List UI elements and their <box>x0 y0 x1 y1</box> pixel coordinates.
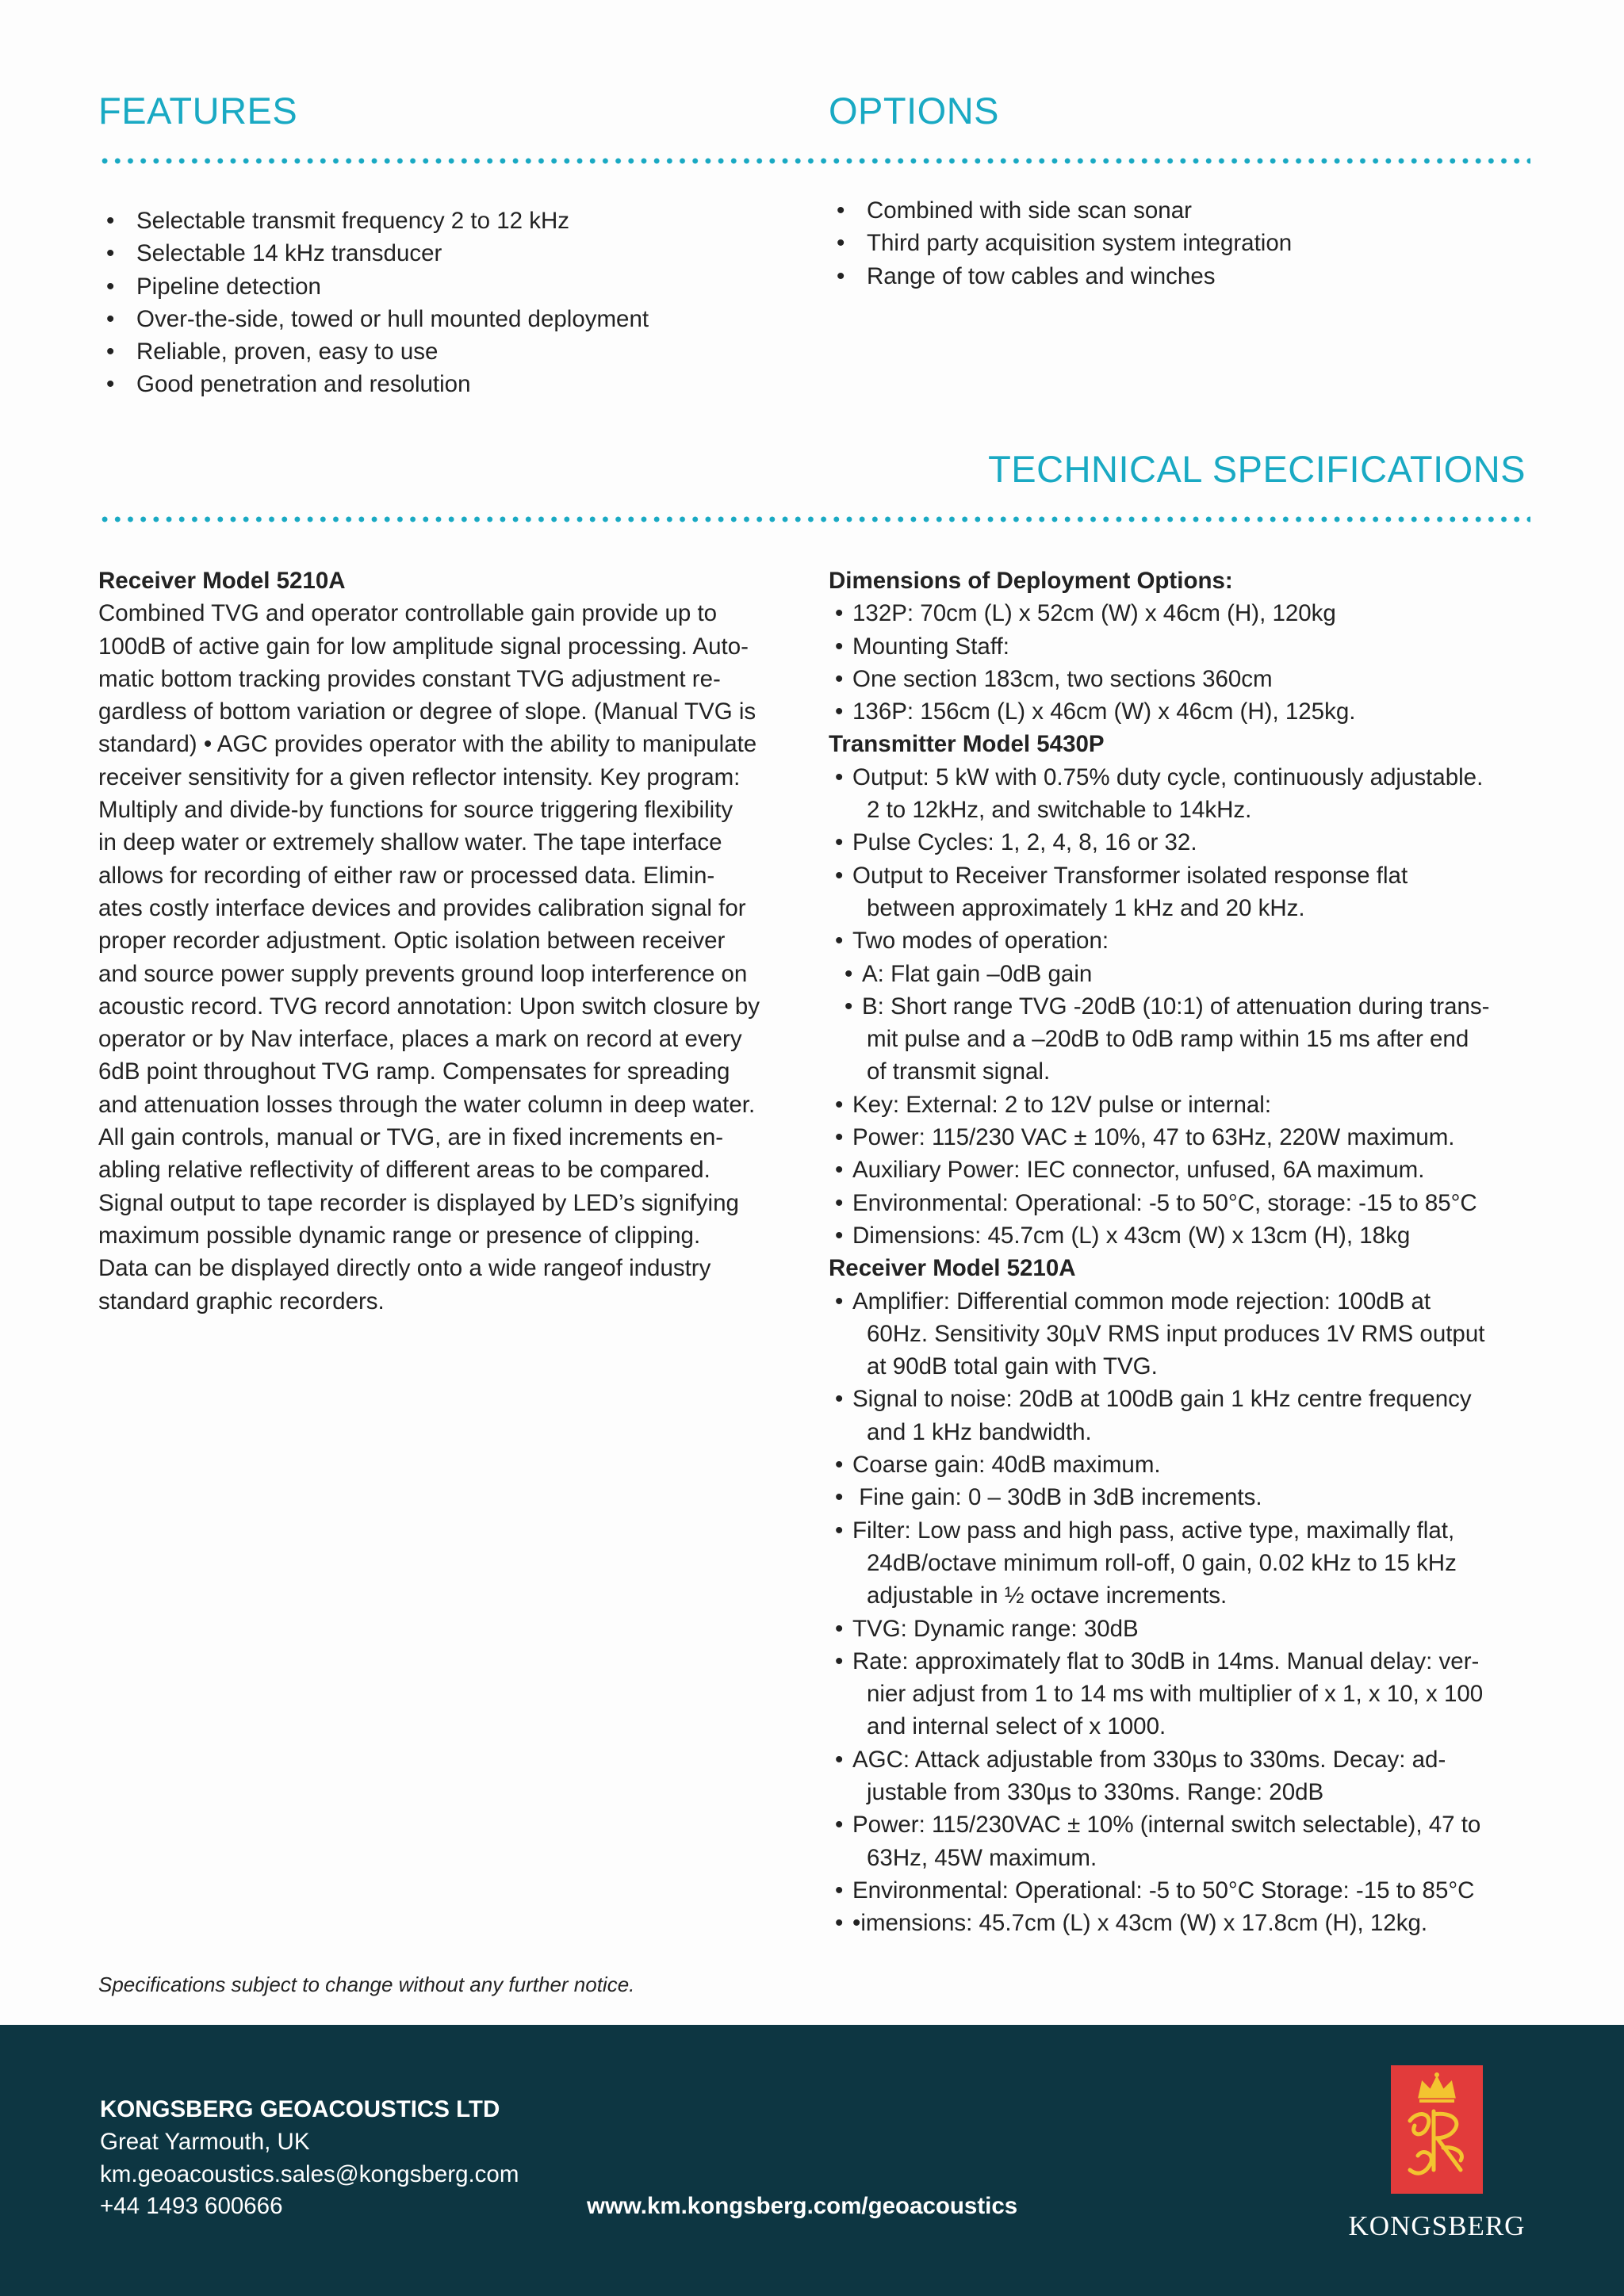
list-item: • Combined with side scan sonar <box>829 194 1526 227</box>
text-line: acoustic record. TVG record annotation: Upon switch closure by <box>98 993 760 1020</box>
spec-item: • Power: 115/230 VAC ± 10%, 47 to 63Hz, 220W maximum. <box>835 1124 1455 1151</box>
spec-item: • Amplifier: Differential common mode rejection: 100dB at <box>835 1288 1431 1314</box>
list-item: • Third party acquisition system integration <box>829 227 1526 259</box>
dimensions-heading: Dimensions of Deployment Options: <box>829 568 1233 594</box>
text-line: 100dB of active gain for low amplitude signal processing. Auto- <box>98 633 749 660</box>
tech-specs-divider <box>98 516 1530 522</box>
tech-specs-heading: TECHNICAL SPECIFICATIONS <box>988 448 1526 490</box>
list-item: • Over-the-side, towed or hull mounted deployment <box>98 303 796 335</box>
features-list <box>98 205 796 401</box>
spec-item: • Auxiliary Power: IEC connector, unfused, 6A maximum. <box>835 1157 1425 1184</box>
text-line: proper recorder adjustment. Optic isolation between receiver <box>98 928 726 955</box>
spec-item-continued: at 90dB total gain with TVG. <box>867 1353 1158 1380</box>
text-line: maximum possible dynamic range or presence of clipping. <box>98 1222 701 1249</box>
text-line: receiver sensitivity for a given reflector intensity. Key program: <box>98 763 741 790</box>
spec-item: • AGC: Attack adjustable from 330µs to 330ms. Decay: ad- <box>835 1746 1446 1773</box>
kongsberg-logo-icon <box>1391 2065 1483 2194</box>
text-line: in deep water or extremely shallow water. The tape interface <box>98 829 722 856</box>
spec-item-continued: and internal select of x 1000. <box>867 1713 1166 1740</box>
list-item: • Selectable transmit frequency 2 to 12 kHz <box>98 205 796 237</box>
spec-item-continued: between approximately 1 kHz and 20 kHz. <box>867 894 1305 921</box>
footer <box>0 2025 1624 2296</box>
spec-item: • 132P: 70cm (L) x 52cm (W) x 46cm (H), 120kg <box>835 600 1336 627</box>
spec-subitem: • B: Short range TVG -20dB (10:1) of attenuation during trans- <box>845 993 1490 1020</box>
text-line: operator or by Nav interface, places a mark on record at every <box>98 1026 742 1053</box>
spec-item-continued: and 1 kHz bandwidth. <box>867 1418 1092 1445</box>
spec-item: • Rate: approximately flat to 30dB in 14ms. Manual delay: ver- <box>835 1647 1480 1674</box>
features-heading: FEATURES <box>98 90 298 132</box>
text-line: matic bottom tracking provides constant TVG adjustment re- <box>98 665 721 692</box>
text-line: ates costly interface devices and provides calibration signal for <box>98 894 746 921</box>
transmitter-heading: Transmitter Model 5430P <box>829 731 1105 758</box>
kongsberg-wordmark: KONGSBERG <box>1348 2210 1526 2241</box>
spec-item: • •imensions: 45.7cm (L) x 43cm (W) x 17.8cm (H), 12kg. <box>835 1910 1428 1937</box>
features-divider <box>98 158 1530 164</box>
options-heading: OPTIONS <box>829 90 1000 132</box>
contact-email-link[interactable]: km.geoacoustics.sales@kongsberg.com <box>100 2161 519 2187</box>
spec-item-continued: of transmit signal. <box>867 1058 1051 1085</box>
contact-phone: +44 1493 600666 <box>100 2193 283 2219</box>
text-line: gardless of bottom variation or degree of slope. (Manual TVG is <box>98 698 756 725</box>
spec-item: • Environmental: Operational: -5 to 50°C Storage: -15 to 85°C <box>835 1877 1475 1904</box>
spec-item: • Output to Receiver Transformer isolated response flat <box>835 862 1408 889</box>
receiver-spec-heading: Receiver Model 5210A <box>829 1255 1076 1282</box>
spec-item: • Signal to noise: 20dB at 100dB gain 1 kHz centre frequency <box>835 1386 1472 1413</box>
receiver-description <box>98 564 812 1318</box>
spec-item: • Output: 5 kW with 0.75% duty cycle, continuously adjustable. <box>835 763 1484 790</box>
text-line: All gain controls, manual or TVG, are in fixed increments en- <box>98 1124 724 1151</box>
list-item: • Pipeline detection <box>98 270 796 303</box>
spec-item: • Power: 115/230VAC ± 10% (internal switch selectable), 47 to <box>835 1812 1481 1839</box>
list-item: • Reliable, proven, easy to use <box>98 335 796 368</box>
specifications-notice: Specifications subject to change without any further notice. <box>98 1973 635 1996</box>
text-line: standard graphic recorders. <box>98 1288 385 1314</box>
spec-item: • Filter: Low pass and high pass, active type, maximally flat, <box>835 1517 1455 1544</box>
spec-item: • Coarse gain: 40dB maximum. <box>835 1452 1161 1479</box>
spec-item-continued: justable from 330µs to 330ms. Range: 20dB <box>867 1778 1324 1805</box>
spec-list <box>829 564 1534 1939</box>
spec-item: • Pulse Cycles: 1, 2, 4, 8, 16 or 32. <box>835 829 1197 856</box>
company-location: Great Yarmouth, UK <box>100 2129 310 2155</box>
list-item: • Selectable 14 kHz transducer <box>98 237 796 270</box>
spec-item-continued: 60Hz. Sensitivity 30µV RMS input produces 1V RMS output <box>867 1320 1485 1347</box>
company-name: KONGSBERG GEOACOUSTICS LTD <box>100 2096 500 2122</box>
text-line: and source power supply prevents ground loop interference on <box>98 960 748 987</box>
text-line: allows for recording of either raw or processed data. Elimin- <box>98 862 715 889</box>
list-item: • Range of tow cables and winches <box>829 260 1526 293</box>
spec-item: • Two modes of operation: <box>835 928 1109 955</box>
spec-item: • Environmental: Operational: -5 to 50°C, storage: -15 to 85°C <box>835 1189 1477 1216</box>
spec-item: • One section 183cm, two sections 360cm <box>835 665 1273 692</box>
text-line: Combined TVG and operator controllable gain provide up to <box>98 600 718 627</box>
spec-subitem: • A: Flat gain –0dB gain <box>845 960 1093 987</box>
spec-item-continued: 63Hz, 45W maximum. <box>867 1844 1097 1871</box>
spec-item: • 136P: 156cm (L) x 46cm (W) x 46cm (H), 125kg. <box>835 698 1356 725</box>
spec-item-continued: 24dB/octave minimum roll-off, 0 gain, 0.02 kHz to 15 kHz <box>867 1549 1457 1576</box>
spec-item: • Key: External: 2 to 12V pulse or internal: <box>835 1091 1272 1118</box>
spec-item-continued: adjustable in ½ octave increments. <box>867 1582 1228 1609</box>
text-line: and attenuation losses through the water column in deep water. <box>98 1091 756 1118</box>
spec-item-continued: mit pulse and a –20dB to 0dB ramp within 15 ms after end <box>867 1026 1469 1053</box>
spec-item-continued: 2 to 12kHz, and switchable to 14kHz. <box>867 797 1252 824</box>
spec-item: • Dimensions: 45.7cm (L) x 43cm (W) x 13cm (H), 18kg <box>835 1222 1411 1249</box>
text-line: Multiply and divide-by functions for source triggering flexibility <box>98 797 733 824</box>
website-link[interactable]: www.km.kongsberg.com/geoacoustics <box>587 2193 1018 2219</box>
list-item: • Good penetration and resolution <box>98 368 796 400</box>
text-line: Data can be displayed directly onto a wide rangeof industry <box>98 1255 711 1282</box>
spec-item: • Fine gain: 0 – 30dB in 3dB increments. <box>835 1484 1262 1511</box>
text-line: abling relative reflectivity of different areas to be compared. <box>98 1157 710 1184</box>
receiver-heading: Receiver Model 5210A <box>98 568 346 594</box>
text-line: Signal output to tape recorder is displayed by LED’s signifying <box>98 1189 739 1216</box>
options-list <box>829 194 1526 293</box>
spec-item-continued: nier adjust from 1 to 14 ms with multiplier of x 1, x 10, x 100 <box>867 1681 1484 1708</box>
spec-item: • Mounting Staff: <box>835 633 1009 660</box>
text-line: standard) • AGC provides operator with the ability to manipulate <box>98 731 757 758</box>
text-line: 6dB point throughout TVG ramp. Compensates for spreading <box>98 1058 730 1085</box>
spec-item: • TVG: Dynamic range: 30dB <box>835 1615 1139 1642</box>
